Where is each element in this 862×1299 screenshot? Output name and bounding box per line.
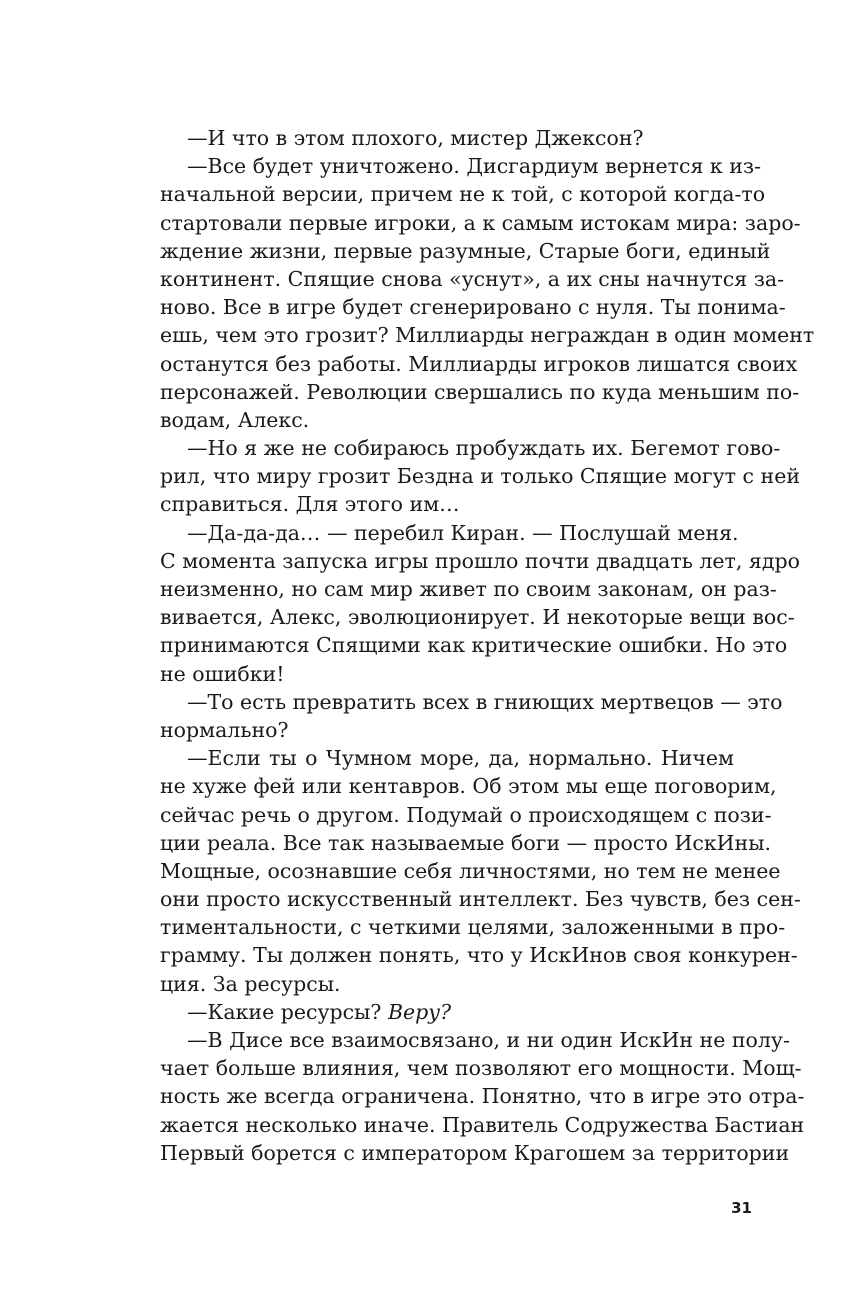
text-line-content: ция. За ресурсы.	[160, 971, 341, 996]
text-line	[160, 913, 786, 941]
text-line	[160, 406, 734, 434]
text-line	[160, 885, 801, 913]
text-line-content: Первый борется с императором Крагошем за территории	[160, 1140, 790, 1165]
text-line	[160, 152, 762, 180]
text-line-content: начальной версии, причем не к той, с которой когда-то	[160, 182, 766, 207]
text-line-content: —То есть превратить всех в гниющих мертвецов — это	[187, 689, 783, 714]
text-line-content: С момента запуска игры прошло почти двадцать лет, ядро	[160, 548, 800, 573]
text-line-content: тиментальности, с четкими целями, заложенными в про-	[160, 915, 786, 940]
text-line-content: ешь, чем это грозит? Миллиарды неграждан в один момент	[160, 323, 815, 348]
text-line-content: —Все будет уничтожено. Дисгардиум вернется к из-	[187, 154, 762, 179]
text-line	[160, 519, 739, 547]
text-line	[160, 631, 788, 659]
text-line-content: жается несколько иначе. Правитель Содружества Бастиан	[160, 1112, 805, 1137]
text-line-content: ность же всегда ограничена. Понятно, что в игре это отра-	[160, 1084, 805, 1109]
text-line-content: —В Дисе все взаимосвязано, и ни один ИскИн не полу-	[187, 1028, 790, 1052]
text-line	[160, 1111, 805, 1139]
text-line	[160, 209, 801, 237]
text-line	[160, 490, 734, 518]
text-line-content: ждение жизни, первые разумные, Старые боги, единый	[160, 238, 771, 263]
text-line	[160, 744, 734, 772]
text-line	[160, 547, 800, 575]
text-line-content: вивается, Алекс, эволюционирует. И некоторые вещи вос-	[160, 605, 795, 630]
text-line	[160, 829, 772, 857]
text-line-content: —И что в этом плохого, мистер Джексон?	[187, 126, 644, 150]
text-line-content: ново. Все в игре будет сгенерировано с нуля. Ты понима-	[160, 295, 786, 320]
text-line-content: стартовали первые игроки, а к самым истокам мира: заро-	[160, 210, 801, 235]
text-line-content: —Но я же не собираюсь пробуждать их. Бегемот гово-	[187, 436, 781, 461]
text-line-content: они просто искусственный интеллект. Без чувств, без сен-	[160, 887, 801, 912]
text-line	[160, 1082, 805, 1110]
body-text	[160, 124, 815, 1167]
text-line	[160, 293, 786, 321]
text-line-content: принимаются Спящими как критические ошибки. Но это	[160, 633, 788, 658]
text-line	[160, 180, 766, 208]
text-line	[160, 970, 734, 998]
text-line	[160, 434, 781, 462]
text-line	[160, 716, 734, 744]
text-line-content: —Да-да-да… — перебил Киран. — Послушай меня.	[187, 520, 739, 545]
text-line-content: водам, Алекс.	[160, 407, 310, 432]
text-line-content: не ошибки!	[160, 661, 285, 686]
text-line-content: неизменно, но сам мир живет по своим законам, он раз-	[160, 577, 777, 601]
text-line-content: останутся без работы. Миллиарды игроков лишатся своих	[160, 351, 798, 376]
text-line	[160, 265, 785, 293]
text-line-content: грамму. Ты должен понять, что у ИскИнов своя конкурен-	[160, 943, 798, 968]
text-line	[160, 237, 771, 265]
text-line-content: —Если ты о Чумном море, да, нормально. Ничем	[187, 746, 734, 771]
text-line	[160, 350, 798, 378]
text-line	[160, 660, 734, 688]
text-line-content: сейчас речь о другом. Подумай о происходящем с пози-	[160, 802, 772, 827]
text-line-content: не хуже фей или кентавров. Об этом мы еще поговорим,	[160, 774, 777, 799]
text-line	[160, 772, 777, 800]
text-line-italic: Веру?	[387, 999, 452, 1024]
text-line	[160, 1026, 790, 1054]
text-line	[160, 801, 772, 829]
text-line-content: континент. Спящие снова «уснут», а их сны начнутся за-	[160, 266, 785, 291]
text-line	[160, 688, 783, 716]
text-line-content: ции реала. Все так называемые боги — просто ИскИны.	[160, 830, 772, 855]
text-line	[160, 575, 777, 603]
text-line	[160, 321, 815, 349]
text-line-content: справиться. Для этого им…	[160, 492, 460, 517]
text-line	[160, 1054, 802, 1082]
text-line-content: нормально?	[160, 717, 289, 742]
text-line-content: персонажей. Революции свершались по куда меньшим по-	[160, 379, 800, 404]
text-line	[160, 857, 781, 885]
page-number: 31	[731, 1199, 752, 1217]
text-line	[160, 998, 734, 1026]
text-line	[160, 378, 800, 406]
text-line-content: —Какие ресурсы?	[187, 999, 388, 1024]
text-line	[160, 462, 800, 490]
text-line	[160, 603, 795, 631]
text-line	[160, 124, 734, 152]
text-line-content: Мощные, осознавшие себя личностями, но тем не менее	[160, 858, 781, 883]
text-line	[160, 941, 798, 969]
text-line	[160, 1139, 790, 1167]
text-line-content: чает больше влияния, чем позволяют его мощности. Мощ-	[160, 1056, 802, 1081]
text-line-content: рил, что миру грозит Бездна и только Спящие могут с ней	[160, 464, 800, 489]
